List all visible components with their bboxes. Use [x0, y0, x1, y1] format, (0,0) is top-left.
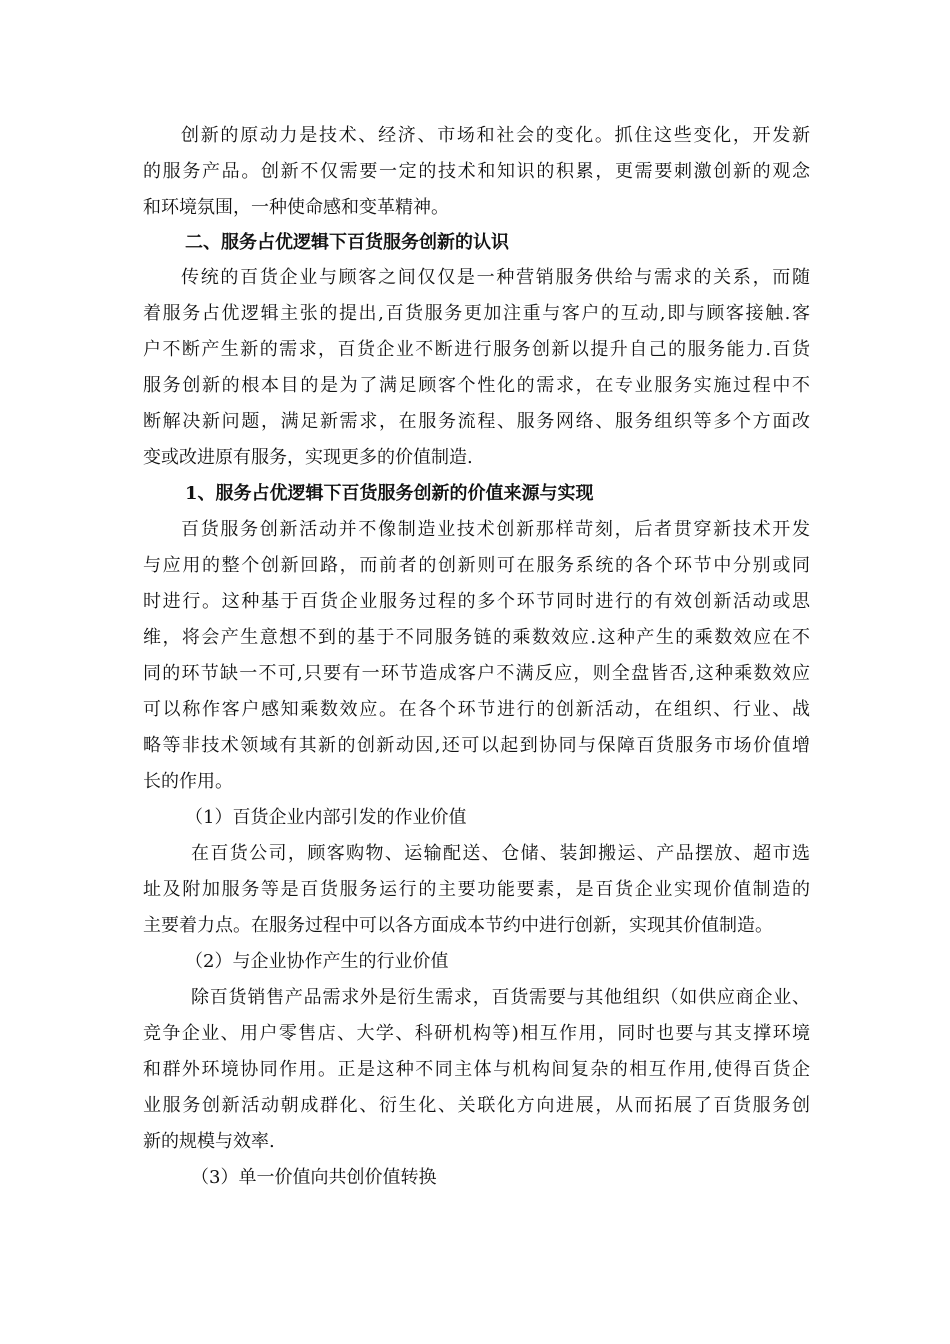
subsection-heading-1: 1、服务占优逻辑下百货服务创新的价值来源与实现	[185, 483, 594, 504]
document-page	[143, 118, 810, 1196]
paragraph-line: 着服务占优逻辑主张的提出,百货服务更加注重与客户的互动,即与顾客接触.客	[143, 303, 810, 324]
paragraph-line: 新的规模与效率.	[143, 1131, 275, 1152]
paragraph-line: 时进行。这种基于百货企业服务过程的多个环节同时进行的有效创新活动或思	[143, 591, 810, 612]
paragraph-innovation-drivers	[143, 118, 810, 226]
paragraph-line: 变或改进原有服务，实现更多的价值制造.	[143, 447, 473, 468]
list-heading-2: （2）与企业协作产生的行业价值	[185, 951, 449, 972]
paragraph-line: 略等非技术领域有其新的创新动因,还可以起到协同与保障百货服务市场价值增	[143, 735, 810, 756]
paragraph-line: 的服务产品。创新不仅需要一定的技术和知识的积累，更需要刺激创新的观念	[143, 161, 810, 182]
list-heading-3: （3）单一价值向共创价值转换	[191, 1167, 437, 1188]
paragraph-line: 同的环节缺一不可,只要有一环节造成客户不满反应，则全盘皆否,这种乘数效应	[143, 663, 810, 684]
list-heading-1: （1）百货企业内部引发的作业价值	[185, 807, 467, 828]
paragraph-line: 竞争企业、用户零售店、大学、科研机构等)相互作用，同时也要与其支撑环境	[143, 1023, 810, 1044]
paragraph-line: 传统的百货企业与顾客之间仅仅是一种营销服务供给与需求的关系，而随	[181, 267, 810, 288]
paragraph-line: 和环境氛围，一种使命感和变革精神。	[143, 197, 449, 218]
paragraph-line: 长的作用。	[143, 771, 233, 792]
section-heading-2: 二、服务占优逻辑下百货服务创新的认识	[185, 232, 509, 253]
paragraph-line: 在百货公司，顾客购物、运输配送、仓储、装卸搬运、产品摆放、超市选	[191, 843, 810, 864]
paragraph-line: 服务创新的根本目的是为了满足顾客个性化的需求，在专业服务实施过程中不	[143, 375, 810, 396]
paragraph-service-dominant-logic	[143, 260, 810, 476]
paragraph-line: 创新的原动力是技术、经济、市场和社会的变化。抓住这些变化，开发新	[181, 125, 810, 146]
paragraph-line: 百货服务创新活动并不像制造业技术创新那样苛刻，后者贯穿新技术开发	[181, 519, 810, 540]
paragraph-line: 址及附加服务等是百货服务运行的主要功能要素，是百货企业实现价值制造的	[143, 879, 810, 900]
paragraph-value-sources	[143, 512, 810, 800]
paragraph-line: 主要着力点。在服务过程中可以各方面成本节约中进行创新，实现其价值制造。	[143, 915, 773, 936]
paragraph-industry-value	[143, 980, 810, 1160]
paragraph-line: 和群外环境协同作用。正是这种不同主体与机构间复杂的相互作用,使得百货企	[143, 1059, 810, 1080]
paragraph-line: 与应用的整个创新回路，而前者的创新则可在服务系统的各个环节中分别或同	[143, 555, 810, 576]
paragraph-line: 可以称作客户感知乘数效应。在各个环节进行的创新活动，在组织、行业、战	[143, 699, 810, 720]
paragraph-line: 维，将会产生意想不到的基于不同服务链的乘数效应.这种产生的乘数效应在不	[143, 627, 810, 648]
paragraph-operational-value	[143, 836, 810, 944]
paragraph-line: 业服务创新活动朝成群化、衍生化、关联化方向进展，从而拓展了百货服务创	[143, 1095, 810, 1116]
paragraph-line: 户不断产生新的需求，百货企业不断进行服务创新以提升自己的服务能力.百货	[143, 339, 810, 360]
paragraph-line: 断解决新问题，满足新需求，在服务流程、服务网络、服务组织等多个方面改	[143, 411, 810, 432]
paragraph-line: 除百货销售产品需求外是衍生需求，百货需要与其他组织（如供应商企业、	[191, 987, 810, 1008]
